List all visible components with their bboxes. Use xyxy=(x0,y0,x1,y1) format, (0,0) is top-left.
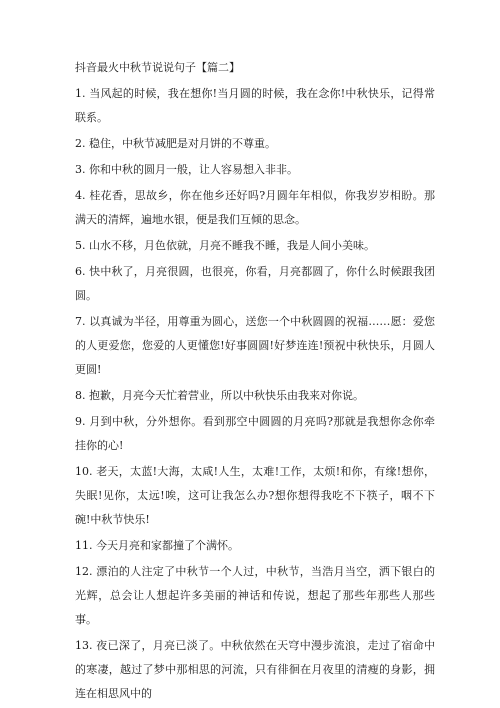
list-item: 10. 老天，太蓝!大海，太咸!人生，太难!工作，太烦!和你，有缘!想你，失眠!见你，太远!唉，这可让我怎么办?想你想得我吃不下筷子，咽不下碗!中秋节快乐! xyxy=(75,465,435,526)
list-item: 9. 月到中秋，分外想你。看到那空中圆圆的月亮吗?那就是我想你念你牵挂你的心! xyxy=(75,415,435,452)
list-item: 6. 快中秋了，月亮很圆，也很亮，你看，月亮都圆了，你什么时候跟我团圆。 xyxy=(75,265,435,302)
list-item: 4. 桂花香，思故乡，你在他乡还好吗?月圆年年相似，你我岁岁相盼。那满天的清辉，遍地水银，便是我们互倾的思念。 xyxy=(75,189,435,226)
list-item: 11. 今天月亮和家都撞了个满怀。 xyxy=(75,539,239,552)
list-item: 12. 漂泊的人注定了中秋节一个人过，中秋节，当浩月当空，洒下银白的光辉，总会让人想起许多美丽的神话和传说，想起了那些年那些人那些事。 xyxy=(75,565,435,626)
list-item: 3. 你和中秋的圆月一般，让人容易想入非非。 xyxy=(75,163,298,176)
list-item: 8. 抱歉，月亮今天忙着营业，所以中秋快乐由我来对你说。 xyxy=(75,389,364,402)
list-item: 5. 山水不移，月色依就，月亮不睡我不睡，我是人间小美味。 xyxy=(75,239,375,252)
list-item: 1. 当风起的时候，我在想你!当月圆的时候，我在念你!中秋快乐，记得常联系。 xyxy=(75,87,435,124)
document-title: 抖音最火中秋节说说句子【篇二】 xyxy=(75,61,240,74)
list-item: 2. 稳住，中秋节减肥是对月饼的不尊重。 xyxy=(75,137,276,150)
document-body xyxy=(75,58,435,708)
list-item: 13. 夜已深了，月亮已淡了。中秋依然在天穹中漫步流浪，走过了宿命中的寒凄，越过了梦中那相思的河流，只有徘徊在月夜里的清瘦的身影，拥连在相思风中的 xyxy=(75,639,435,700)
list-item: 7. 以真诚为半径，用尊重为圆心，送您一个中秋圆圆的祝福……愿：爱您的人更爱您，您爱的人更懂您!好事圆圆!好梦连连!预祝中秋快乐，月圆人更圆! xyxy=(75,315,435,376)
